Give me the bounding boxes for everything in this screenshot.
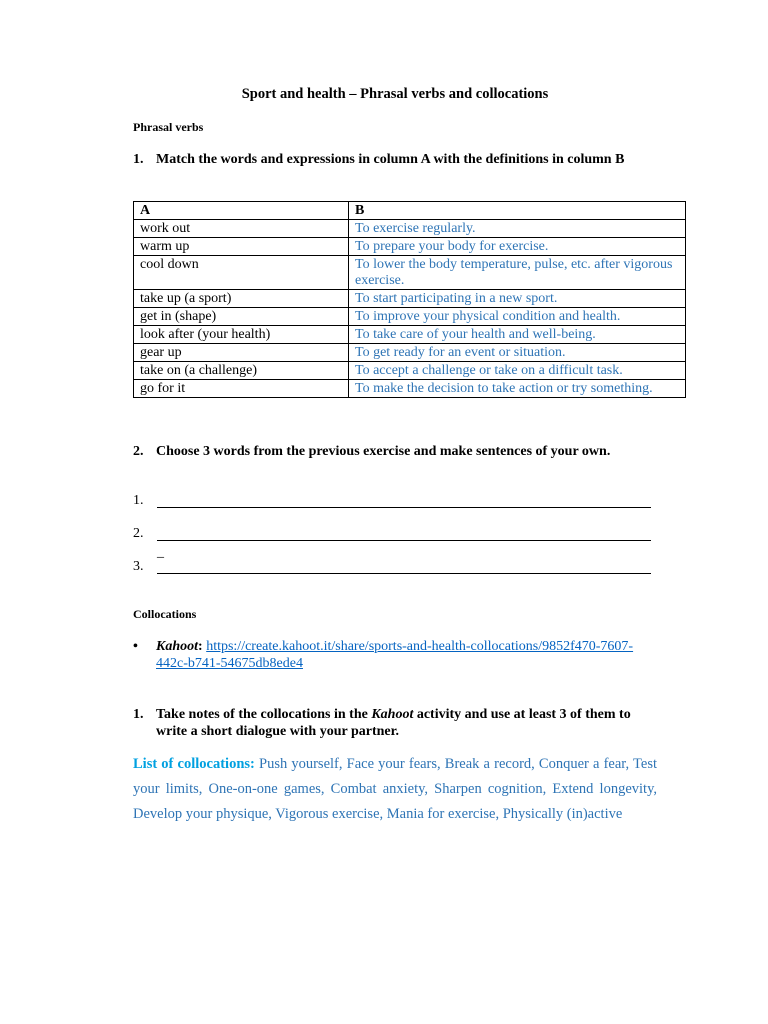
definition-cell: To exercise regularly.	[349, 220, 686, 238]
exercise-2-instruction	[133, 443, 633, 460]
table-row	[134, 220, 686, 238]
exercise-2-text: Choose 3 words from the previous exercise and make sentences of your own.	[156, 444, 611, 459]
answer-underline	[157, 540, 651, 541]
exercise-3-text-part: activity and use at least 3 of them to write a short dialogue with your partner.	[156, 707, 631, 739]
kahoot-name: Kahoot	[156, 639, 199, 654]
exercise-1-text: Match the words and expressions in column A with the definitions in column B	[156, 152, 625, 167]
phrasal-verb-cell: look after (your health)	[134, 326, 349, 344]
phrasal-verb-cell: get in (shape)	[134, 308, 349, 326]
definition-cell: To take care of your health and well-being.	[349, 326, 686, 344]
answer-underline	[157, 573, 651, 574]
exercise-3-number: 1.	[133, 707, 144, 722]
table-row	[134, 238, 686, 256]
column-a-header: A	[134, 202, 349, 220]
table-row	[134, 326, 686, 344]
exercise-1-number: 1.	[133, 152, 144, 167]
collocations-heading: Collocations	[133, 607, 197, 621]
definition-cell: To accept a challenge or take on a difficult task.	[349, 362, 686, 380]
phrasal-verb-cell: take up (a sport)	[134, 290, 349, 308]
page-title: Sport and health – Phrasal verbs and collocations	[241, 86, 549, 102]
answer-line-number: 1.	[133, 493, 144, 508]
kahoot-line	[156, 638, 657, 672]
collocations-list-items: Push yourself, Face your fears, Break a record, Conquer a fear, Test your limits, One-on-one games, Combat anxiety, Sharpen cognition, Extend longevity, Develop your physique, Vigorous exercise, Mania for exercise, Physically (in)active	[133, 756, 657, 822]
definition-cell: To start participating in a new sport.	[349, 290, 686, 308]
stray-underscore: _	[157, 545, 164, 560]
answer-line-number: 2.	[133, 526, 144, 541]
phrasal-verb-cell: warm up	[134, 238, 349, 256]
phrasal-verbs-heading: Phrasal verbs	[133, 120, 204, 134]
bullet-icon: •	[133, 639, 138, 654]
table-row	[134, 308, 686, 326]
collocations-list	[133, 752, 657, 827]
phrasal-verb-cell: gear up	[134, 344, 349, 362]
phrasal-verb-cell: go for it	[134, 380, 349, 398]
exercise-3-kahoot-word: Kahoot	[371, 707, 414, 722]
kahoot-link[interactable]: https://create.kahoot.it/share/sports-and-health-collocations/9852f470-7607-442c-b741-54675db8ede4	[156, 639, 634, 671]
table-row	[134, 256, 686, 290]
definition-cell: To prepare your body for exercise.	[349, 238, 686, 256]
matching-table	[133, 201, 686, 398]
phrasal-verb-cell: work out	[134, 220, 349, 238]
exercise-1-instruction	[133, 151, 657, 168]
kahoot-separator: :	[198, 639, 207, 654]
table-row	[134, 344, 686, 362]
table-row	[134, 362, 686, 380]
column-b-header: B	[349, 202, 686, 220]
answer-underline	[157, 507, 651, 508]
table-header-row	[134, 202, 686, 220]
kahoot-bullet-item	[133, 638, 657, 672]
exercise-3-text	[156, 706, 643, 740]
definition-cell: To lower the body temperature, pulse, etc. after vigorous exercise.	[349, 256, 686, 290]
answer-line-number: 3.	[133, 559, 144, 574]
exercise-3-instruction	[133, 706, 643, 740]
definition-cell: To improve your physical condition and health.	[349, 308, 686, 326]
collocations-list-lead: List of collocations:	[133, 756, 255, 772]
phrasal-verb-cell: cool down	[134, 256, 349, 290]
table-row	[134, 290, 686, 308]
table-row	[134, 380, 686, 398]
definition-cell: To get ready for an event or situation.	[349, 344, 686, 362]
definition-cell: To make the decision to take action or try something.	[349, 380, 686, 398]
exercise-2-number: 2.	[133, 444, 144, 459]
phrasal-verb-cell: take on (a challenge)	[134, 362, 349, 380]
exercise-3-text-part: Take notes of the collocations in the	[156, 707, 372, 722]
